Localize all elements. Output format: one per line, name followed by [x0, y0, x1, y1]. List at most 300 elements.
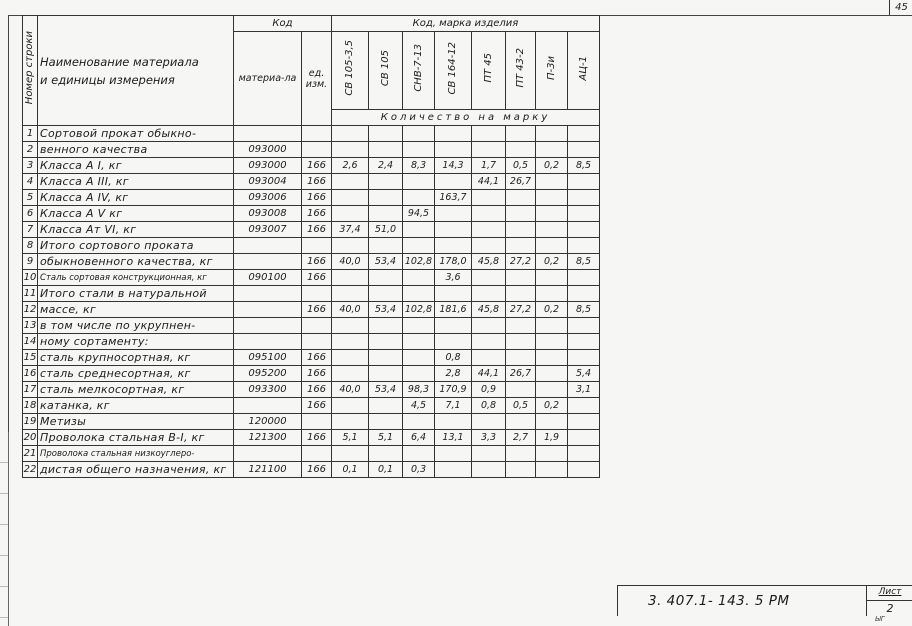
row-quantity [435, 446, 472, 462]
row-quantity: 0,9 [472, 382, 506, 398]
row-material-code: 093000 [234, 158, 302, 174]
row-quantity [403, 126, 435, 142]
row-number: 4 [23, 174, 38, 190]
product-header: СВ 164-12 [435, 32, 472, 110]
row-quantity [369, 270, 403, 286]
row-quantity [403, 334, 435, 350]
row-number: 12 [23, 302, 38, 318]
row-quantity: 0,1 [369, 462, 403, 478]
row-quantity: 2,6 [332, 158, 369, 174]
row-quantity: 14,3 [435, 158, 472, 174]
row-quantity [568, 206, 600, 222]
row-quantity [332, 414, 369, 430]
row-quantity: 8,5 [568, 254, 600, 270]
row-unit-code: 166 [302, 206, 332, 222]
row-name: Класса А I, кг [38, 158, 234, 174]
row-quantity [472, 334, 506, 350]
row-quantity [369, 350, 403, 366]
row-quantity [403, 174, 435, 190]
row-quantity [332, 270, 369, 286]
row-quantity [536, 286, 568, 302]
row-quantity [536, 350, 568, 366]
row-quantity [332, 174, 369, 190]
row-quantity [472, 462, 506, 478]
table-row [23, 382, 600, 398]
row-quantity [435, 462, 472, 478]
row-name: Проволока стальная В-I, кг [38, 430, 234, 446]
quantity-header: Количество на марку [332, 110, 600, 126]
product-header: СВ 105 [369, 32, 403, 110]
row-quantity [403, 142, 435, 158]
row-number: 10 [23, 270, 38, 286]
row-material-code: 095100 [234, 350, 302, 366]
row-quantity [568, 190, 600, 206]
row-quantity: 5,1 [369, 430, 403, 446]
table-row [23, 254, 600, 270]
row-name: Класса Ат VI, кг [38, 222, 234, 238]
row-name: сталь мелкосортная, кг [38, 382, 234, 398]
row-quantity [568, 286, 600, 302]
row-quantity: 2,7 [506, 430, 536, 446]
row-quantity [403, 190, 435, 206]
row-number: 2 [23, 142, 38, 158]
row-name: Класса А IV, кг [38, 190, 234, 206]
row-name: Проволока стальная низкоуглеро- [38, 446, 234, 462]
row-quantity [568, 142, 600, 158]
row-unit-code [302, 414, 332, 430]
row-quantity [568, 398, 600, 414]
product-header: СНВ-7-13 [403, 32, 435, 110]
row-quantity [472, 222, 506, 238]
row-material-code [234, 286, 302, 302]
row-quantity [332, 398, 369, 414]
row-quantity: 53,4 [369, 254, 403, 270]
row-quantity: 5,4 [568, 366, 600, 382]
product-header: АЦ-1 [568, 32, 600, 110]
row-material-code [234, 446, 302, 462]
row-material-code: 121100 [234, 462, 302, 478]
row-quantity [536, 270, 568, 286]
row-quantity [536, 190, 568, 206]
row-quantity [568, 174, 600, 190]
row-quantity: 3,6 [435, 270, 472, 286]
row-quantity [332, 142, 369, 158]
row-unit-code: 166 [302, 462, 332, 478]
row-material-code: 093004 [234, 174, 302, 190]
row-quantity: 51,0 [369, 222, 403, 238]
row-quantity [568, 334, 600, 350]
row-number: 3 [23, 158, 38, 174]
row-quantity: 0,8 [472, 398, 506, 414]
row-quantity [403, 238, 435, 254]
row-number: 9 [23, 254, 38, 270]
row-quantity [369, 238, 403, 254]
sheet-number: 2 [867, 600, 912, 616]
row-quantity [435, 222, 472, 238]
row-quantity [536, 462, 568, 478]
row-quantity [568, 430, 600, 446]
row-material-code [234, 398, 302, 414]
row-quantity [369, 398, 403, 414]
row-unit-code [302, 238, 332, 254]
row-quantity: 37,4 [332, 222, 369, 238]
row-material-code: 093000 [234, 142, 302, 158]
row-quantity: 0,1 [332, 462, 369, 478]
row-quantity: 0,5 [506, 398, 536, 414]
row-name: Метизы [38, 414, 234, 430]
row-quantity [506, 126, 536, 142]
row-name: Класса А III, кг [38, 174, 234, 190]
row-unit-code: 166 [302, 158, 332, 174]
table-row [23, 206, 600, 222]
table-row [23, 158, 600, 174]
row-quantity [472, 350, 506, 366]
table-row [23, 446, 600, 462]
table-row [23, 430, 600, 446]
table-row [23, 286, 600, 302]
row-number: 19 [23, 414, 38, 430]
row-material-code: 093006 [234, 190, 302, 206]
row-name: венного качества [38, 142, 234, 158]
row-unit-code: 166 [302, 270, 332, 286]
row-quantity: 0,2 [536, 302, 568, 318]
row-quantity [506, 190, 536, 206]
row-quantity: 1,7 [472, 158, 506, 174]
table-row [23, 334, 600, 350]
line-no-header: Номер строки [23, 16, 38, 126]
row-quantity [506, 318, 536, 334]
row-quantity [435, 334, 472, 350]
row-quantity: 8,5 [568, 158, 600, 174]
row-quantity: 0,2 [536, 158, 568, 174]
row-number: 8 [23, 238, 38, 254]
sheet-label: Лист [878, 587, 902, 597]
product-header: ПТ 45 [472, 32, 506, 110]
row-quantity [506, 142, 536, 158]
materials-table [22, 15, 600, 478]
row-material-code: 093300 [234, 382, 302, 398]
row-material-code: 121300 [234, 430, 302, 446]
row-quantity: 7,1 [435, 398, 472, 414]
page-number: 45 [889, 0, 912, 16]
row-material-code: 095200 [234, 366, 302, 382]
row-quantity [536, 222, 568, 238]
row-quantity [536, 126, 568, 142]
row-quantity: 26,7 [506, 174, 536, 190]
row-quantity [435, 318, 472, 334]
row-quantity [332, 126, 369, 142]
row-quantity [472, 190, 506, 206]
row-number: 15 [23, 350, 38, 366]
row-quantity [435, 238, 472, 254]
row-quantity: 102,8 [403, 254, 435, 270]
row-material-code [234, 334, 302, 350]
row-quantity: 5,1 [332, 430, 369, 446]
row-quantity [369, 366, 403, 382]
row-unit-code: 166 [302, 222, 332, 238]
row-unit-code [302, 126, 332, 142]
product-group-header: Код, марка изделия [332, 16, 600, 32]
row-quantity [568, 222, 600, 238]
row-quantity [568, 462, 600, 478]
document-code: 3. 407.1- 143. 5 РМ [648, 593, 790, 609]
row-quantity: 2,8 [435, 366, 472, 382]
code-group-header: Код [234, 16, 332, 32]
row-unit-code: 166 [302, 398, 332, 414]
row-quantity [435, 174, 472, 190]
row-quantity: 40,0 [332, 254, 369, 270]
row-quantity: 0,5 [506, 158, 536, 174]
title-block [617, 585, 912, 616]
row-quantity: 13,1 [435, 430, 472, 446]
row-unit-code: 166 [302, 430, 332, 446]
row-number: 16 [23, 366, 38, 382]
row-number: 1 [23, 126, 38, 142]
row-number: 6 [23, 206, 38, 222]
row-quantity: 102,8 [403, 302, 435, 318]
row-quantity [536, 174, 568, 190]
row-quantity [536, 318, 568, 334]
row-quantity [506, 222, 536, 238]
row-number: 18 [23, 398, 38, 414]
row-name: Сталь сортовая конструкционная, кг [38, 270, 234, 286]
row-quantity [332, 366, 369, 382]
row-quantity [506, 462, 536, 478]
row-quantity [472, 446, 506, 462]
row-quantity [332, 334, 369, 350]
row-quantity [506, 286, 536, 302]
table-row [23, 222, 600, 238]
row-quantity [332, 286, 369, 302]
corner-mark: ЫГ [875, 615, 885, 623]
row-quantity [536, 366, 568, 382]
row-quantity [369, 414, 403, 430]
row-quantity [536, 446, 568, 462]
row-quantity: 0,2 [536, 254, 568, 270]
row-quantity: 0,2 [536, 398, 568, 414]
row-quantity [506, 334, 536, 350]
row-quantity [536, 238, 568, 254]
row-number: 14 [23, 334, 38, 350]
row-name: дистая общего назначения, кг [38, 462, 234, 478]
row-unit-code: 166 [302, 174, 332, 190]
row-number: 21 [23, 446, 38, 462]
row-quantity: 3,1 [568, 382, 600, 398]
row-name: Класса А V кг [38, 206, 234, 222]
row-quantity: 4,5 [403, 398, 435, 414]
row-quantity: 98,3 [403, 382, 435, 398]
row-quantity [536, 414, 568, 430]
row-unit-code [302, 142, 332, 158]
row-quantity [472, 238, 506, 254]
row-quantity [568, 318, 600, 334]
row-quantity [568, 270, 600, 286]
row-quantity [369, 142, 403, 158]
table-row [23, 142, 600, 158]
row-name: Итого стали в натуральной [38, 286, 234, 302]
row-name: Сортовой прокат обыкно- [38, 126, 234, 142]
row-quantity: 40,0 [332, 302, 369, 318]
row-quantity: 163,7 [435, 190, 472, 206]
row-quantity: 45,8 [472, 302, 506, 318]
row-number: 22 [23, 462, 38, 478]
row-material-code [234, 238, 302, 254]
row-quantity: 178,0 [435, 254, 472, 270]
table-row [23, 270, 600, 286]
row-quantity [435, 142, 472, 158]
row-quantity [568, 238, 600, 254]
product-header: ПТ 43-2 [506, 32, 536, 110]
row-number: 5 [23, 190, 38, 206]
row-unit-code: 166 [302, 382, 332, 398]
row-unit-code: 166 [302, 302, 332, 318]
row-quantity [506, 414, 536, 430]
row-quantity: 26,7 [506, 366, 536, 382]
row-name: массе, кг [38, 302, 234, 318]
row-quantity [568, 446, 600, 462]
row-quantity [506, 350, 536, 366]
row-quantity [403, 318, 435, 334]
row-unit-code: 166 [302, 350, 332, 366]
product-header: СВ 105-3,5 [332, 32, 369, 110]
row-quantity [403, 286, 435, 302]
row-name: ному сортаменту: [38, 334, 234, 350]
row-quantity: 40,0 [332, 382, 369, 398]
row-name: обыкновенного качества, кг [38, 254, 234, 270]
row-quantity [369, 446, 403, 462]
row-material-code: 093008 [234, 206, 302, 222]
row-quantity [403, 222, 435, 238]
row-quantity [435, 206, 472, 222]
row-quantity: 8,3 [403, 158, 435, 174]
row-number: 17 [23, 382, 38, 398]
row-quantity [403, 350, 435, 366]
table-row [23, 174, 600, 190]
row-material-code: 090100 [234, 270, 302, 286]
row-quantity [536, 334, 568, 350]
row-quantity [435, 126, 472, 142]
row-unit-code [302, 318, 332, 334]
row-quantity [369, 190, 403, 206]
row-name: сталь среднесортная, кг [38, 366, 234, 382]
row-quantity: 44,1 [472, 174, 506, 190]
row-quantity [403, 446, 435, 462]
row-quantity: 94,5 [403, 206, 435, 222]
row-unit-code [302, 286, 332, 302]
row-quantity [332, 206, 369, 222]
row-quantity: 44,1 [472, 366, 506, 382]
table-row [23, 238, 600, 254]
row-quantity: 27,2 [506, 302, 536, 318]
row-quantity: 181,6 [435, 302, 472, 318]
row-material-code [234, 254, 302, 270]
row-unit-code: 166 [302, 366, 332, 382]
row-material-code [234, 318, 302, 334]
row-quantity [472, 270, 506, 286]
row-quantity [472, 286, 506, 302]
sheet-box [866, 586, 912, 616]
row-material-code: 093007 [234, 222, 302, 238]
row-quantity [369, 318, 403, 334]
row-quantity [472, 414, 506, 430]
row-quantity: 8,5 [568, 302, 600, 318]
row-quantity [506, 270, 536, 286]
row-quantity: 53,4 [369, 302, 403, 318]
row-quantity [403, 366, 435, 382]
table-row [23, 190, 600, 206]
row-quantity: 0,3 [403, 462, 435, 478]
row-quantity [472, 318, 506, 334]
table-row [23, 366, 600, 382]
row-unit-code: 166 [302, 254, 332, 270]
row-quantity: 3,3 [472, 430, 506, 446]
row-quantity [568, 414, 600, 430]
row-number: 7 [23, 222, 38, 238]
row-name: сталь крупносортная, кг [38, 350, 234, 366]
row-quantity [332, 238, 369, 254]
row-quantity [506, 206, 536, 222]
binding-margin [0, 432, 9, 626]
unit-header: ед. изм. [302, 32, 332, 126]
row-quantity: 2,4 [369, 158, 403, 174]
table-row [23, 350, 600, 366]
row-quantity [472, 126, 506, 142]
material-code-header: материа-ла [234, 32, 302, 126]
row-quantity [568, 126, 600, 142]
row-quantity [568, 350, 600, 366]
row-quantity [506, 446, 536, 462]
row-quantity: 53,4 [369, 382, 403, 398]
row-quantity [472, 206, 506, 222]
row-quantity [369, 334, 403, 350]
row-number: 11 [23, 286, 38, 302]
name-header: Наименование материала и единицы измерения [38, 16, 234, 126]
row-name: в том числе по укрупнен- [38, 318, 234, 334]
row-quantity [506, 238, 536, 254]
row-name: катанка, кг [38, 398, 234, 414]
row-quantity: 27,2 [506, 254, 536, 270]
row-quantity [506, 382, 536, 398]
row-quantity [369, 286, 403, 302]
row-quantity: 1,9 [536, 430, 568, 446]
row-quantity [369, 174, 403, 190]
row-quantity [403, 414, 435, 430]
row-quantity [369, 126, 403, 142]
row-quantity [403, 270, 435, 286]
row-quantity [332, 318, 369, 334]
table-row [23, 414, 600, 430]
row-quantity: 6,4 [403, 430, 435, 446]
row-quantity [435, 286, 472, 302]
row-quantity [369, 206, 403, 222]
row-material-code [234, 126, 302, 142]
row-unit-code [302, 334, 332, 350]
row-quantity [472, 142, 506, 158]
table-row [23, 302, 600, 318]
product-header: П-3и [536, 32, 568, 110]
row-number: 13 [23, 318, 38, 334]
table-row [23, 126, 600, 142]
row-quantity [332, 446, 369, 462]
row-quantity [435, 414, 472, 430]
row-material-code: 120000 [234, 414, 302, 430]
row-quantity [536, 206, 568, 222]
row-material-code [234, 302, 302, 318]
row-quantity [536, 142, 568, 158]
row-number: 20 [23, 430, 38, 446]
table-row [23, 398, 600, 414]
row-quantity: 170,9 [435, 382, 472, 398]
